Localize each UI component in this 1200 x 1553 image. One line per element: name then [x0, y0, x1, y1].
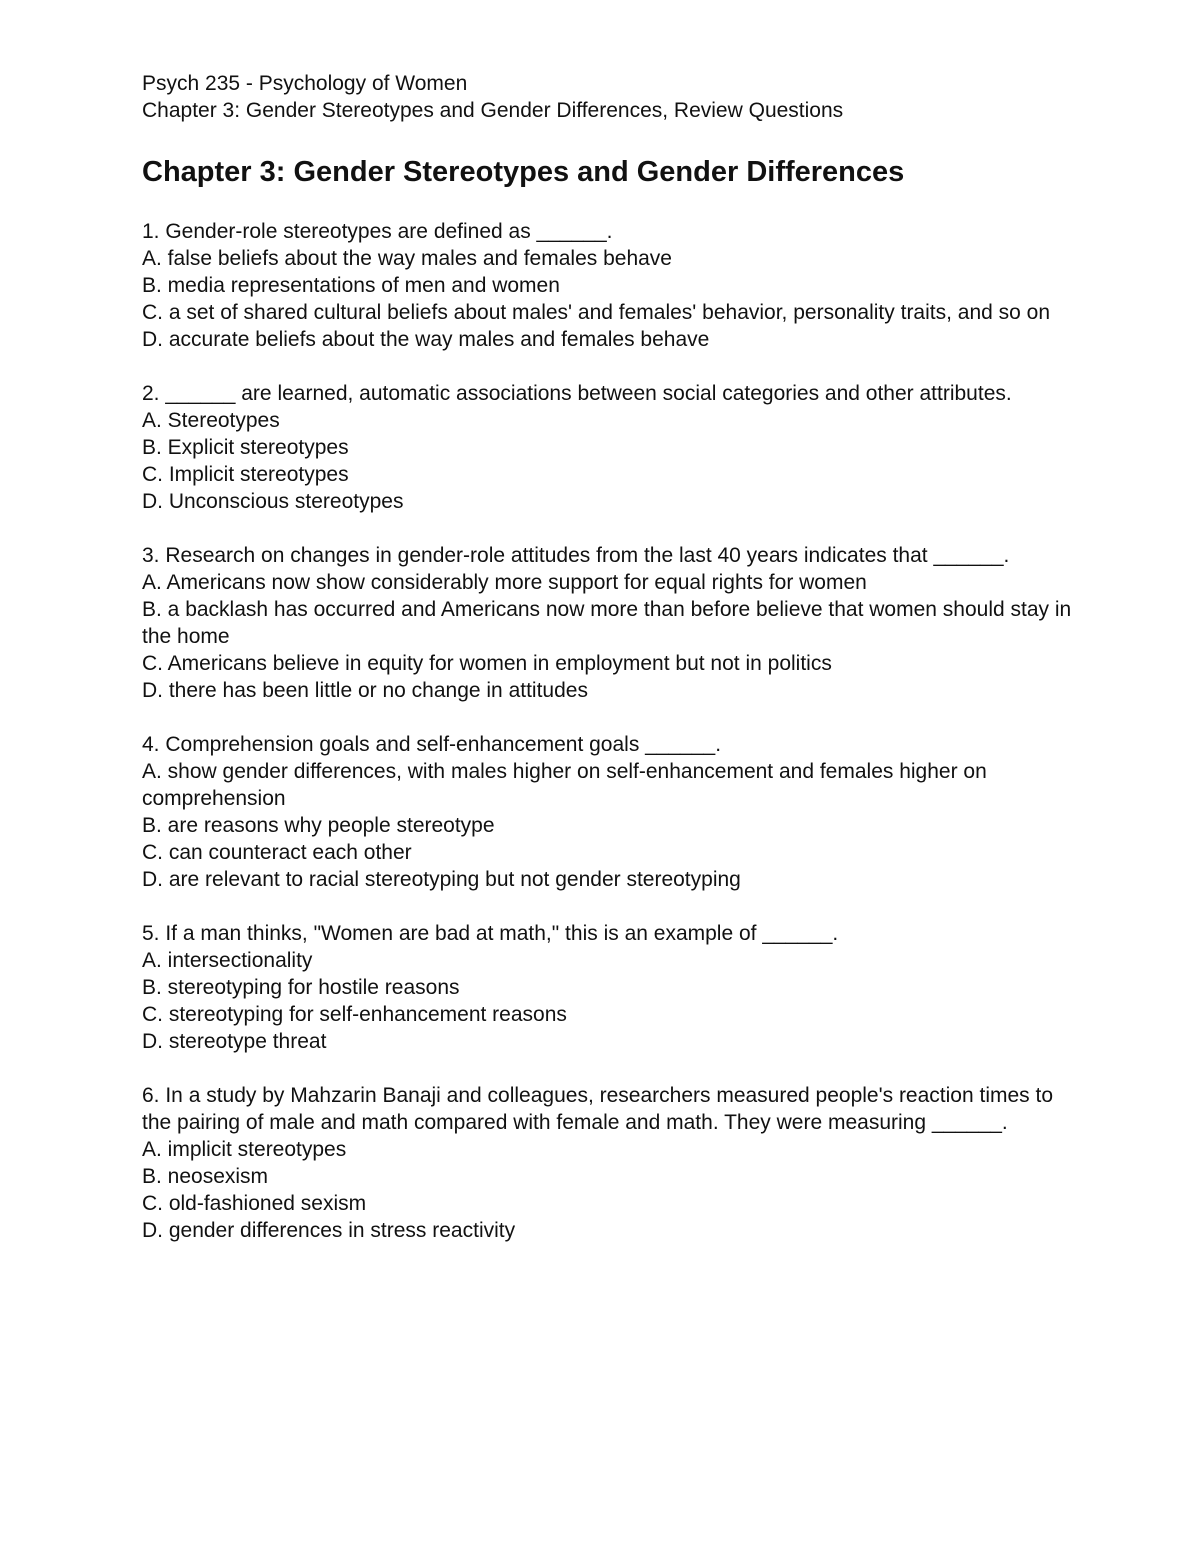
question-stem: 3. Research on changes in gender-role attitudes from the last 40 years indicates that ______.	[142, 544, 1010, 567]
question-6	[142, 1082, 1072, 1244]
answer-option-b: B. are reasons why people stereotype	[142, 814, 495, 837]
answer-option-b: B. media representations of men and women	[142, 274, 560, 297]
question-2	[142, 380, 1072, 515]
answer-option-d: D. are relevant to racial stereotyping but not gender stereotyping	[142, 868, 741, 891]
question-4	[142, 731, 1072, 893]
answer-option-d: D. there has been little or no change in attitudes	[142, 679, 588, 702]
answer-option-c: C. Implicit stereotypes	[142, 463, 349, 486]
question-stem: 4. Comprehension goals and self-enhancement goals ______.	[142, 733, 722, 756]
answer-option-d: D. gender differences in stress reactivity	[142, 1219, 516, 1242]
answer-option-c: C. stereotyping for self-enhancement reasons	[142, 1003, 567, 1026]
answer-option-d: D. stereotype threat	[142, 1030, 327, 1053]
answer-option-a: A. show gender differences, with males higher on self-enhancement and females higher on comprehension	[142, 760, 987, 810]
question-stem: 6. In a study by Mahzarin Banaji and colleagues, researchers measured people's reaction times to the pairing of male and math compared with female and math. They were measuring ______.	[142, 1084, 1054, 1134]
answer-option-b: B. stereotyping for hostile reasons	[142, 976, 460, 999]
question-stem: 5. If a man thinks, "Women are bad at math," this is an example of ______.	[142, 922, 839, 945]
answer-option-c: C. a set of shared cultural beliefs about males' and females' behavior, personality traits, and so on	[142, 301, 1051, 324]
course-header: Psych 235 - Psychology of Women	[142, 72, 468, 95]
answer-option-d: D. Unconscious stereotypes	[142, 490, 404, 513]
answer-option-b: B. a backlash has occurred and Americans now more than before believe that women should stay in the home	[142, 598, 1072, 648]
answer-option-c: C. can counteract each other	[142, 841, 412, 864]
question-3	[142, 542, 1072, 704]
question-stem: 2. ______ are learned, automatic associations between social categories and other attributes.	[142, 382, 1012, 405]
answer-option-c: C. Americans believe in equity for women in employment but not in politics	[142, 652, 832, 675]
document-page	[142, 70, 1072, 1271]
answer-option-a: A. false beliefs about the way males and females behave	[142, 247, 672, 270]
answer-option-d: D. accurate beliefs about the way males and females behave	[142, 328, 710, 351]
question-stem: 1. Gender-role stereotypes are defined as ______.	[142, 220, 613, 243]
chapter-title: Chapter 3: Gender Stereotypes and Gender Differences	[142, 156, 905, 188]
answer-option-a: A. Americans now show considerably more support for equal rights for women	[142, 571, 867, 594]
answer-option-a: A. implicit stereotypes	[142, 1138, 347, 1161]
answer-option-c: C. old-fashioned sexism	[142, 1192, 367, 1215]
question-5	[142, 920, 1072, 1055]
answer-option-a: A. Stereotypes	[142, 409, 280, 432]
document-subtitle: Chapter 3: Gender Stereotypes and Gender Differences, Review Questions	[142, 99, 844, 122]
answer-option-b: B. neosexism	[142, 1165, 269, 1188]
answer-option-b: B. Explicit stereotypes	[142, 436, 349, 459]
answer-option-a: A. intersectionality	[142, 949, 313, 972]
question-1	[142, 218, 1072, 353]
